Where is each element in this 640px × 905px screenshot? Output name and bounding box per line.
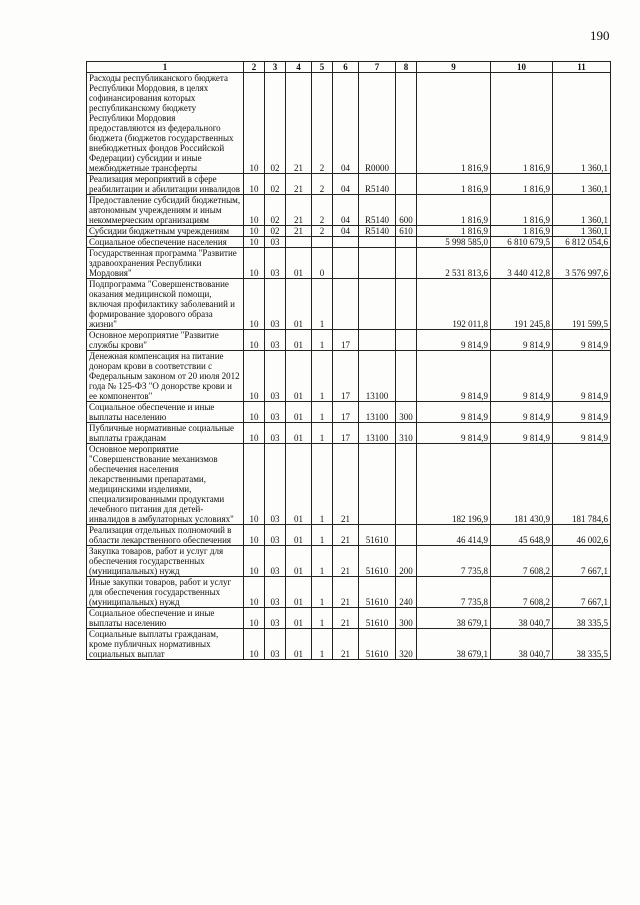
value-cell: 10 [244,195,265,226]
value-cell: 03 [265,402,286,423]
value-cell: 21 [333,525,359,546]
value-cell: 10 [244,351,265,402]
value-cell: 51610 [359,577,396,608]
row-name-cell: Субсидии бюджетным учреждениям [87,226,244,237]
value-cell: 03 [265,629,286,660]
value-cell: 7 608,2 [491,577,553,608]
value-cell: 10 [244,525,265,546]
value-cell: 1 [312,525,333,546]
value-cell: 10 [244,226,265,237]
value-cell: 21 [286,174,312,195]
value-cell: 2 [312,226,333,237]
value-cell: 03 [265,330,286,351]
value-cell: 01 [286,577,312,608]
value-cell: R0000 [359,73,396,174]
value-cell: 10 [244,402,265,423]
table-row [87,195,611,226]
value-cell [312,237,333,248]
value-cell: 9 814,9 [553,351,611,402]
value-cell: 10 [244,546,265,577]
value-cell: 17 [333,351,359,402]
row-name-cell: Реализация мероприятий в сфере реабилитации и абилитации инвалидов [87,174,244,195]
value-cell [286,237,312,248]
value-cell: 17 [333,402,359,423]
value-cell: 21 [286,73,312,174]
value-cell: 10 [244,330,265,351]
value-cell: 1 [312,577,333,608]
table-row [87,525,611,546]
value-cell: 03 [265,248,286,279]
value-cell: 6 812 054,6 [553,237,611,248]
value-cell: 240 [396,577,417,608]
value-cell: 03 [265,423,286,444]
value-cell: 9 814,9 [491,423,553,444]
value-cell: 10 [244,279,265,330]
value-cell: R5140 [359,174,396,195]
table-row [87,351,611,402]
value-cell: 13100 [359,423,396,444]
row-name-cell: Реализация отдельных полномочий в области лекарственного обеспечения [87,525,244,546]
column-header: 10 [491,62,553,73]
table-row [87,402,611,423]
value-cell: 21 [333,444,359,525]
value-cell [396,237,417,248]
table-row [87,629,611,660]
value-cell: 7 735,8 [417,546,491,577]
value-cell: 182 196,9 [417,444,491,525]
value-cell [396,444,417,525]
value-cell: 45 648,9 [491,525,553,546]
value-cell: 192 011,8 [417,279,491,330]
row-name-cell: Расходы республиканского бюджета Республики Мордовия, в целях софинансирования которых республиканскому бюджету Республики Мордовия предоставляются из федерального бюджета (бюджетов государственных внебюджетных фондов Российской Федерации) субсидии и иные межбюджетные трансферты [87,73,244,174]
value-cell: 320 [396,629,417,660]
value-cell [396,73,417,174]
value-cell: 38 040,7 [491,629,553,660]
row-name-cell: Закупка товаров, работ и услуг для обеспечения государственных (муниципальных) нужд [87,546,244,577]
value-cell: 03 [265,279,286,330]
table-row [87,174,611,195]
row-name-cell: Основное мероприятие "Развитие службы крови" [87,330,244,351]
row-name-cell: Денежная компенсация на питание донорам крови в соответствии с Федеральным законом от 20 июля 2012 года № 125-ФЗ "О донорстве крови и ее компонентов" [87,351,244,402]
table-row [87,73,611,174]
value-cell: 9 814,9 [417,402,491,423]
value-cell: 10 [244,248,265,279]
row-name-cell: Государственная программа "Развитие здравоохранения Республики Мордовия" [87,248,244,279]
row-name-cell: Социальное обеспечение и иные выплаты населению [87,608,244,629]
value-cell: 01 [286,629,312,660]
value-cell: 10 [244,174,265,195]
value-cell: R5140 [359,226,396,237]
row-name-cell: Социальное обеспечение и иные выплаты населению [87,402,244,423]
value-cell: 9 814,9 [417,423,491,444]
value-cell: 01 [286,546,312,577]
value-cell [359,248,396,279]
value-cell: 9 814,9 [553,423,611,444]
value-cell [359,444,396,525]
value-cell: 1 816,9 [491,195,553,226]
value-cell: 10 [244,423,265,444]
value-cell: 1 360,1 [553,226,611,237]
value-cell: 1 [312,279,333,330]
value-cell: 2 [312,73,333,174]
table-row [87,330,611,351]
value-cell: 02 [265,174,286,195]
value-cell: 03 [265,577,286,608]
value-cell [396,248,417,279]
value-cell: 01 [286,525,312,546]
value-cell [333,237,359,248]
table-row [87,577,611,608]
value-cell: 51610 [359,546,396,577]
value-cell [333,279,359,330]
value-cell: 6 810 679,5 [491,237,553,248]
column-header: 11 [553,62,611,73]
value-cell: 21 [333,546,359,577]
value-cell [396,330,417,351]
value-cell [396,525,417,546]
value-cell [396,351,417,402]
table-row [87,546,611,577]
value-cell: 1 816,9 [491,174,553,195]
value-cell: 1 [312,423,333,444]
table-row [87,248,611,279]
value-cell: 38 335,5 [553,629,611,660]
table-header-row [87,62,611,73]
column-header: 1 [87,62,244,73]
value-cell: 21 [333,577,359,608]
value-cell: 3 440 412,8 [491,248,553,279]
value-cell: 21 [333,629,359,660]
value-cell: 1 [312,351,333,402]
value-cell: 9 814,9 [553,402,611,423]
table-row [87,279,611,330]
value-cell: 21 [333,608,359,629]
table-row [87,237,611,248]
value-cell: 1 [312,629,333,660]
value-cell: 1 816,9 [491,226,553,237]
value-cell: 610 [396,226,417,237]
value-cell: 01 [286,330,312,351]
table-row [87,226,611,237]
value-cell: 300 [396,402,417,423]
table-row [87,444,611,525]
value-cell: 1 [312,608,333,629]
column-header: 9 [417,62,491,73]
value-cell: 9 814,9 [417,351,491,402]
value-cell: 200 [396,546,417,577]
column-header: 4 [286,62,312,73]
value-cell: 7 667,1 [553,577,611,608]
value-cell: 191 245,8 [491,279,553,330]
value-cell: 13100 [359,402,396,423]
value-cell: 03 [265,546,286,577]
value-cell: 51610 [359,629,396,660]
value-cell: 17 [333,423,359,444]
column-header: 8 [396,62,417,73]
value-cell: 01 [286,351,312,402]
value-cell: 10 [244,444,265,525]
value-cell: 38 335,5 [553,608,611,629]
value-cell: 01 [286,248,312,279]
value-cell: 2 [312,195,333,226]
value-cell: 38 679,1 [417,608,491,629]
value-cell: 1 [312,546,333,577]
value-cell [359,330,396,351]
value-cell: 03 [265,525,286,546]
value-cell: 10 [244,608,265,629]
value-cell: 10 [244,237,265,248]
column-header: 7 [359,62,396,73]
value-cell: 7 608,2 [491,546,553,577]
value-cell: 181 784,6 [553,444,611,525]
value-cell: 51610 [359,608,396,629]
value-cell: 04 [333,195,359,226]
value-cell: 10 [244,629,265,660]
value-cell: 46 002,6 [553,525,611,546]
value-cell: 46 414,9 [417,525,491,546]
value-cell: 1 816,9 [417,226,491,237]
column-header: 2 [244,62,265,73]
row-name-cell: Подпрограмма "Совершенствование оказания медицинской помощи, включая профилактику заболеваний и формирование здорового образа жизни" [87,279,244,330]
value-cell: 01 [286,444,312,525]
value-cell: 17 [333,330,359,351]
value-cell: 38 679,1 [417,629,491,660]
value-cell [359,237,396,248]
value-cell: 1 816,9 [417,174,491,195]
value-cell: 600 [396,195,417,226]
value-cell [333,248,359,279]
value-cell: 1 360,1 [553,195,611,226]
value-cell: 01 [286,279,312,330]
value-cell: 01 [286,608,312,629]
table-row [87,608,611,629]
value-cell: 21 [286,195,312,226]
value-cell: 0 [312,248,333,279]
value-cell: 10 [244,577,265,608]
value-cell: 10 [244,73,265,174]
value-cell: 03 [265,351,286,402]
value-cell: 3 576 997,6 [553,248,611,279]
value-cell: 01 [286,402,312,423]
value-cell: 1 [312,330,333,351]
value-cell [396,279,417,330]
value-cell: 181 430,9 [491,444,553,525]
column-header: 5 [312,62,333,73]
value-cell: 7 667,1 [553,546,611,577]
value-cell: 21 [286,226,312,237]
value-cell: 191 599,5 [553,279,611,330]
value-cell: 1 816,9 [417,195,491,226]
value-cell: 03 [265,608,286,629]
value-cell: 300 [396,608,417,629]
value-cell: 9 814,9 [553,330,611,351]
value-cell: 310 [396,423,417,444]
value-cell: 9 814,9 [491,351,553,402]
value-cell: 2 531 813,6 [417,248,491,279]
value-cell: 13100 [359,351,396,402]
row-name-cell: Предоставление субсидий бюджетным, автономным учреждениям и иным некоммерческим организациям [87,195,244,226]
value-cell: 1 360,1 [553,174,611,195]
value-cell: 1 816,9 [417,73,491,174]
value-cell: 1 816,9 [491,73,553,174]
value-cell: 1 360,1 [553,73,611,174]
row-name-cell: Социальные выплаты гражданам, кроме публичных нормативных социальных выплат [87,629,244,660]
row-name-cell: Иные закупки товаров, работ и услуг для обеспечения государственных (муниципальных) нужд [87,577,244,608]
value-cell: 51610 [359,525,396,546]
column-header: 3 [265,62,286,73]
column-header: 6 [333,62,359,73]
value-cell: 03 [265,237,286,248]
value-cell: 9 814,9 [491,330,553,351]
value-cell: 04 [333,226,359,237]
row-name-cell: Социальное обеспечение населения [87,237,244,248]
value-cell: 02 [265,73,286,174]
value-cell: 7 735,8 [417,577,491,608]
value-cell: 1 [312,444,333,525]
value-cell: 03 [265,444,286,525]
table-row [87,423,611,444]
value-cell: R5140 [359,195,396,226]
value-cell [396,174,417,195]
value-cell: 2 [312,174,333,195]
value-cell: 01 [286,423,312,444]
value-cell: 5 998 585,0 [417,237,491,248]
value-cell: 04 [333,73,359,174]
value-cell: 9 814,9 [417,330,491,351]
row-name-cell: Основное мероприятие "Совершенствование механизмов обеспечения населения лекарственными препаратами, медицинскими изделиями, специализированными продуктами лечебного питания для детей-инвалидов в амбулаторных условиях" [87,444,244,525]
value-cell: 02 [265,195,286,226]
budget-table [86,61,611,660]
page-number: 190 [590,28,610,43]
row-name-cell: Публичные нормативные социальные выплаты гражданам [87,423,244,444]
value-cell: 9 814,9 [491,402,553,423]
value-cell: 38 040,7 [491,608,553,629]
value-cell: 1 [312,402,333,423]
value-cell [359,279,396,330]
value-cell: 04 [333,174,359,195]
value-cell: 02 [265,226,286,237]
